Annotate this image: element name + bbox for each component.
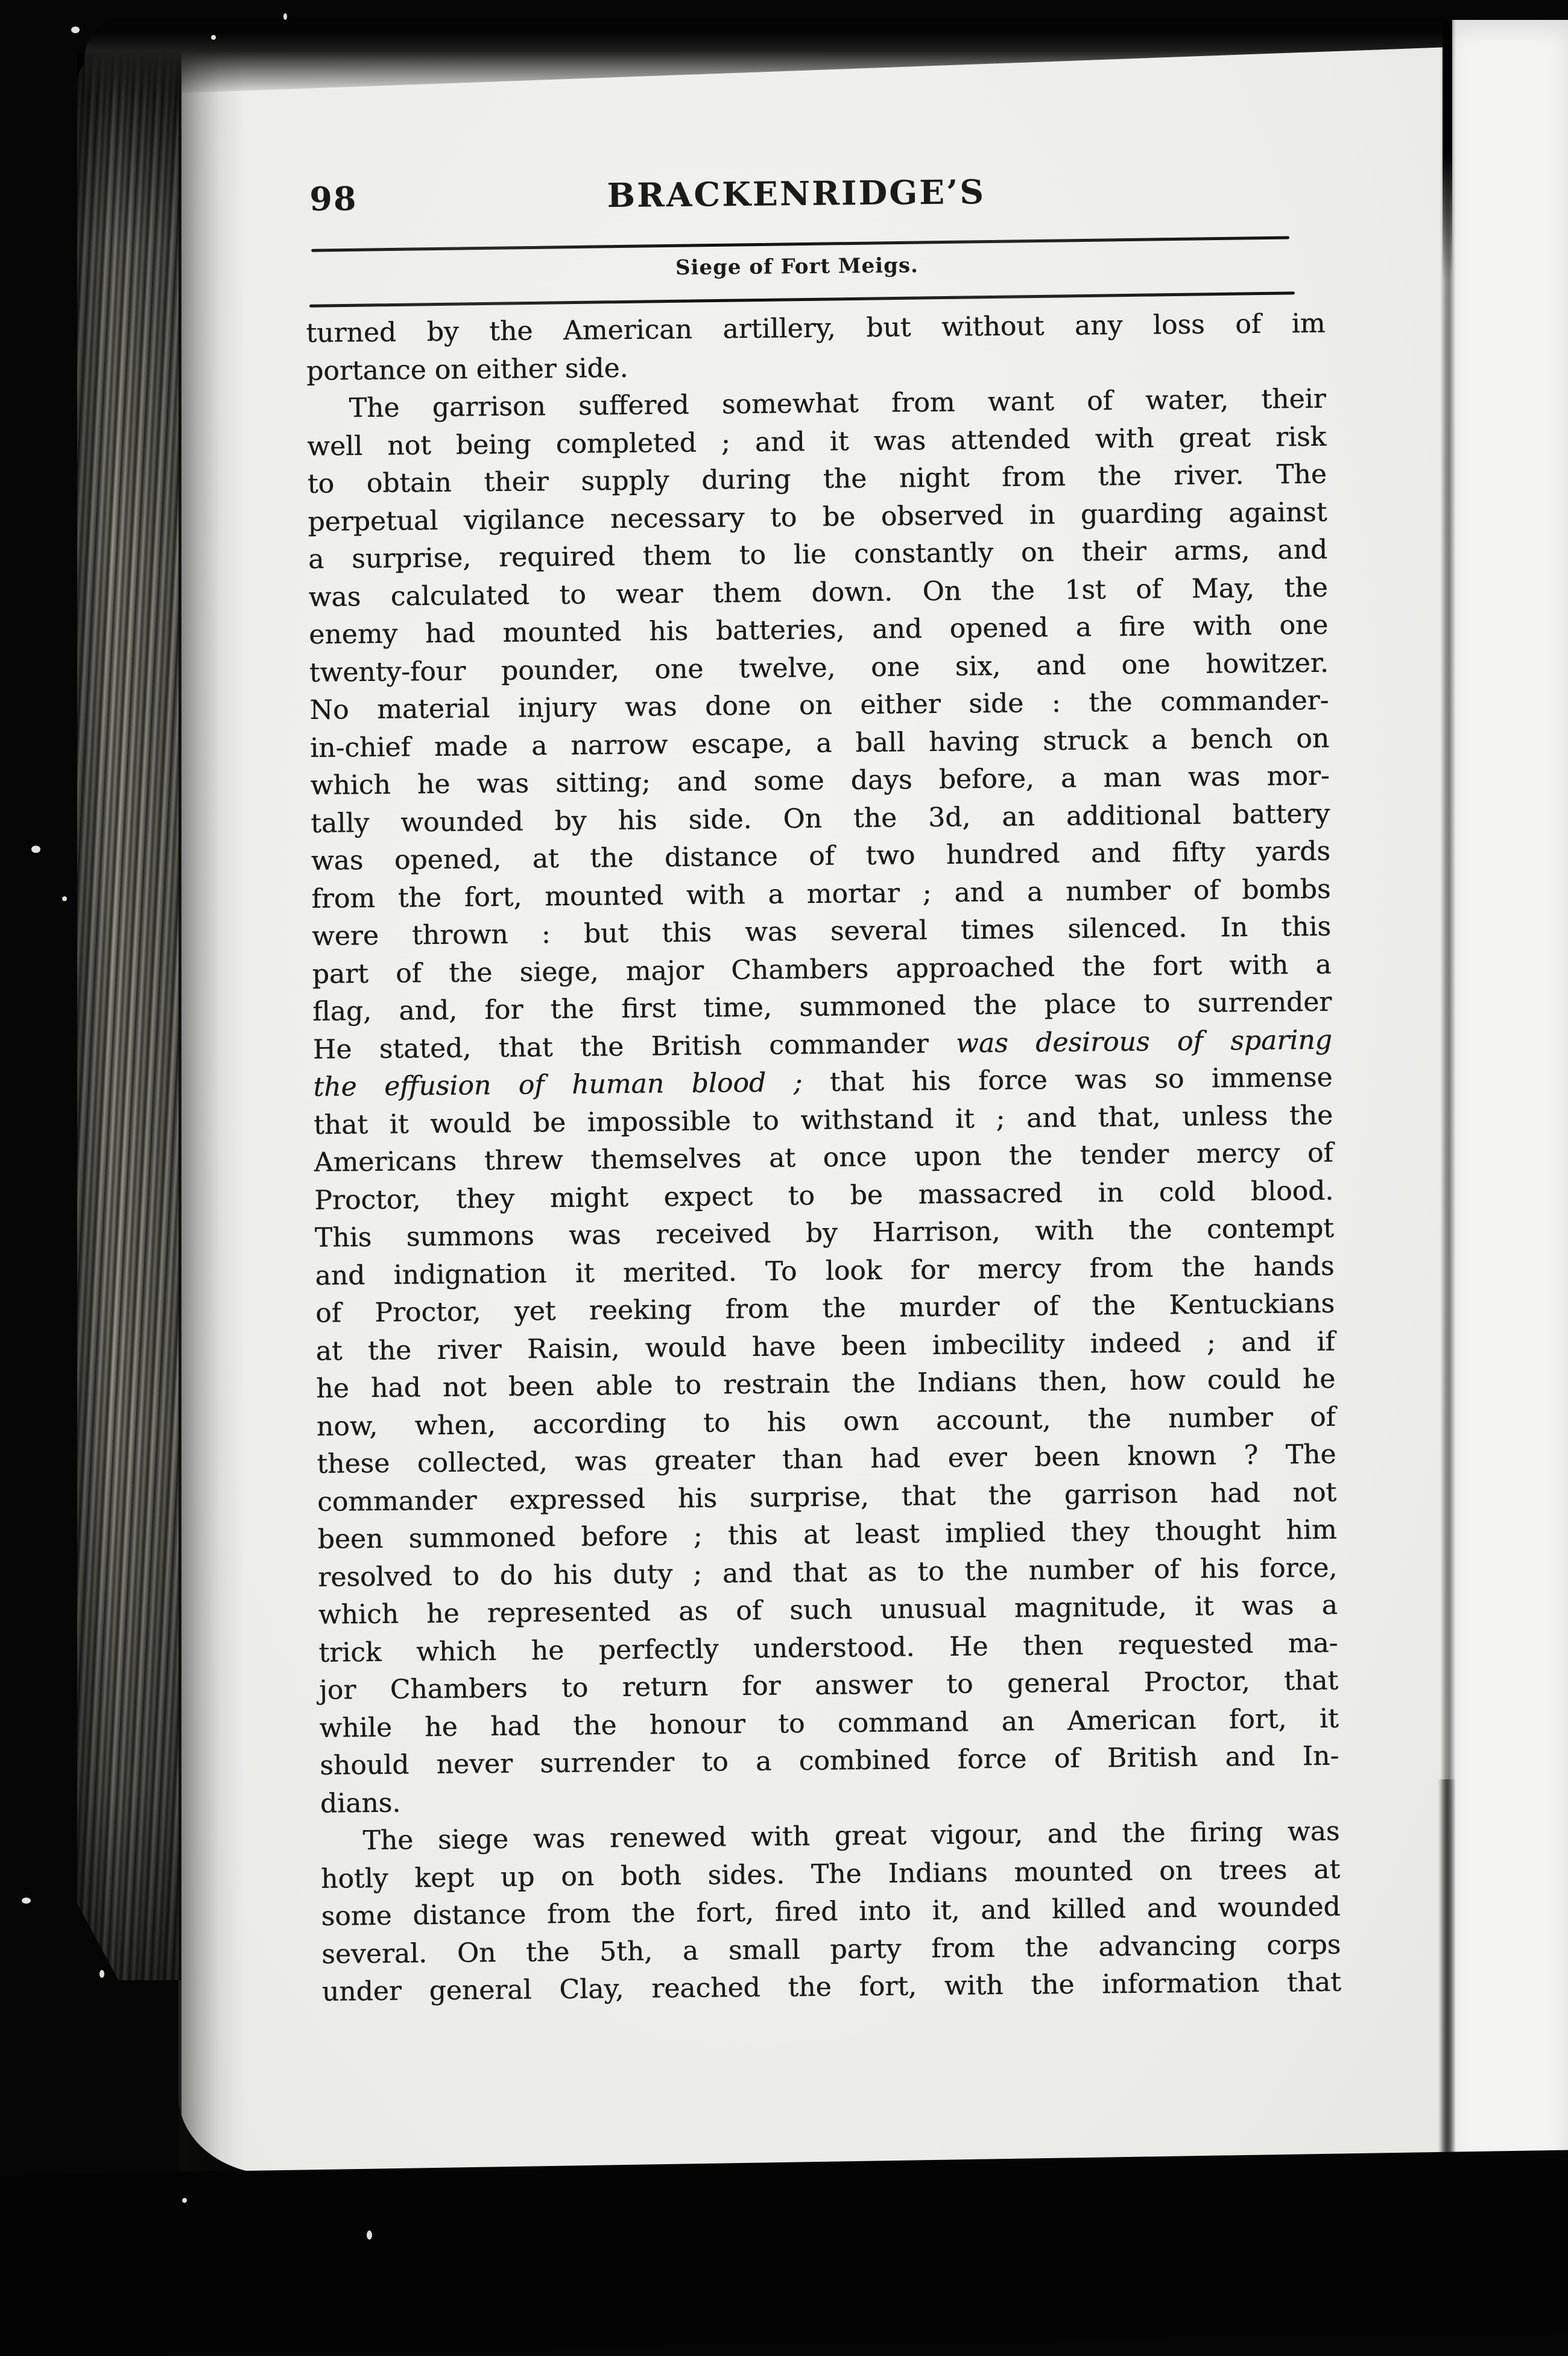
dust-speck — [367, 2231, 372, 2240]
text-line: No material injury was done on either side : the commander- — [309, 685, 1329, 726]
text-line: Americans threw themselves at once upon the tender mercy of — [314, 1137, 1333, 1178]
text-line: that it would be impossible to withstand it ; and that, unless the — [313, 1100, 1333, 1141]
text-line: dians. — [320, 1787, 401, 1819]
dust-speck — [71, 27, 80, 33]
text-line: twenty-four pounder, one twelve, one six, and one howitzer. — [309, 647, 1329, 688]
text-line: The garrison suffered somewhat from want of water, their — [349, 383, 1326, 424]
text-line: The siege was renewed with great vigour, and the firing was — [362, 1816, 1340, 1857]
dust-speck — [100, 1970, 104, 1978]
body-text — [306, 305, 1341, 2012]
text-line: were thrown : but this was several times silenced. In this — [311, 911, 1332, 952]
text-line: perpetual vigilance necessary to be observed in guarding against — [308, 496, 1327, 537]
text-line: while he had the honour to command an American fort, it — [319, 1703, 1339, 1744]
gutter-crease-bottom — [1438, 1779, 1456, 2165]
text-line: these collected, was greater than had ever been known ? The — [317, 1439, 1336, 1480]
text-line: from the fort, mounted with a mortar ; and a number of bombs — [311, 873, 1331, 914]
text-line: which he represented as of such unusual magnitude, it was a — [318, 1589, 1338, 1630]
text-line: and indignation it merited. To look for mercy from the hands — [315, 1250, 1335, 1291]
text-line: which he was sitting; and some days before, a man was mor- — [310, 760, 1330, 801]
text-line: tally wounded by his side. On the 3d, an additional battery — [311, 798, 1330, 839]
text-line: Proctor, they might expect to be massacred in cold blood. — [314, 1175, 1334, 1216]
gutter-crease-top — [1443, 20, 1452, 279]
dust-speck — [182, 2198, 187, 2203]
text-line: flag, and, for the first time, summoned the place to surrender — [312, 986, 1332, 1027]
book-page-edges — [77, 53, 181, 1980]
text-line: in-chief made a narrow escape, a ball having struck a bench on — [309, 723, 1330, 764]
text-line: commander expressed his surprise, that the garrison had not — [317, 1477, 1337, 1518]
text-line: several. On the 5th, a small party from the advancing corps — [321, 1929, 1341, 1970]
dust-speck — [62, 896, 67, 901]
text-line: portance on either side. — [306, 352, 628, 387]
page-number: 98 — [309, 179, 358, 218]
text-line: a surprise, required them to lie constantly on their arms, and — [308, 534, 1328, 575]
text-line: trick which he perfectly understood. He then requested ma- — [318, 1627, 1338, 1668]
scan-bottom-border — [0, 2149, 1568, 2356]
text-line: enemy had mounted his batteries, and opened a fire with one — [309, 609, 1329, 650]
text-line: resolved to do his duty ; and that as to the number of his force, — [318, 1552, 1338, 1593]
text-line: he had not been able to restrain the Indians then, how could he — [316, 1363, 1336, 1404]
text-line: of Proctor, yet reeking from the murder of the Kentuckians — [315, 1288, 1335, 1329]
dust-speck — [31, 846, 40, 853]
dust-speck — [211, 35, 216, 40]
text-line: well not being completed ; and it was attended with great risk — [307, 421, 1327, 462]
adjacent-page-edge — [1449, 20, 1568, 2158]
text-line: He stated, that the British commander was desirous of sparing — [312, 1024, 1333, 1065]
text-line: part of the siege, major Chambers approached the fort with a — [312, 949, 1332, 990]
text-line: now, when, according to his own account, the number of — [316, 1401, 1336, 1442]
text-line: some distance from the fort, fired into it, and killed and wounded — [321, 1891, 1341, 1932]
running-title: BRACKENRIDGE’S — [607, 172, 986, 215]
text-line: was calculated to wear them down. On the 1st of May, the — [308, 572, 1328, 613]
text-line: to obtain their supply during the night from the river. The — [307, 458, 1327, 499]
page-left-shadow — [179, 36, 245, 2171]
text-line: This summons was received by Harrison, with the contempt — [314, 1212, 1335, 1253]
dust-speck — [22, 1898, 31, 1904]
text-line: turned by the American artillery, but without any loss of im — [306, 308, 1326, 349]
dust-speck — [283, 13, 287, 20]
text-line: at the river Raisin, would have been imbecility indeed ; and if — [315, 1326, 1335, 1367]
text-line: should never surrender to a combined force of British and In- — [320, 1740, 1339, 1781]
text-line: jor Chambers to return for answer to general Proctor, that — [318, 1665, 1339, 1706]
section-title: Siege of Fort Meigs. — [675, 253, 919, 280]
text-line: hotly kept up on both sides. The Indians mounted on trees at — [320, 1854, 1341, 1895]
text-line: under general Clay, reached the fort, with the information that — [321, 1966, 1342, 2007]
text-line: been summoned before ; this at least implied they thought him — [317, 1514, 1337, 1555]
text-line: the effusion of human blood ; that his force was so immense — [313, 1062, 1333, 1103]
text-line: was opened, at the distance of two hundred and fifty yards — [311, 835, 1331, 876]
